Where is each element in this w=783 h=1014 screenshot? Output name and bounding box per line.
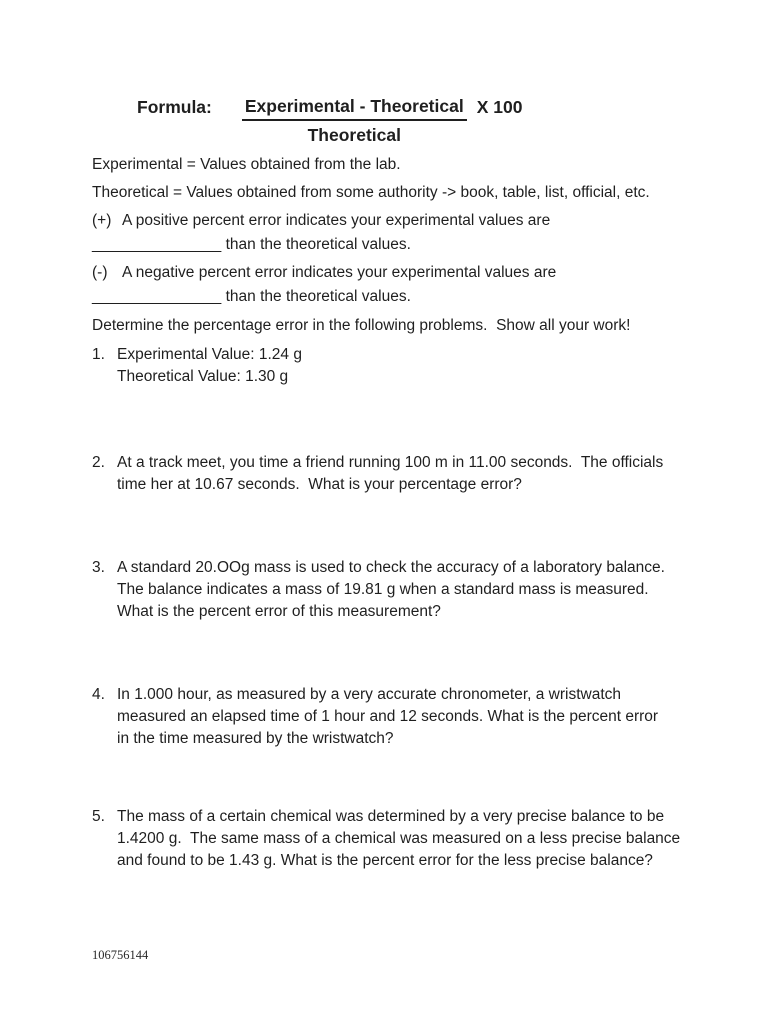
problem-line: The balance indicates a mass of 19.81 g when a standard mass is measured. xyxy=(117,581,649,598)
problem-line: Theoretical Value: 1.30 g xyxy=(117,368,289,385)
problem-number: 4. xyxy=(92,686,105,703)
positive-error-note xyxy=(92,210,725,256)
negative-note-text: A negative percent error indicates your experimental values are xyxy=(122,264,557,281)
problem-number: 3. xyxy=(92,559,105,576)
problem-number: 1. xyxy=(92,346,105,363)
problem-5 xyxy=(92,806,725,872)
problem-line: At a track meet, you time a friend running 100 m in 11.00 seconds. The officials xyxy=(117,454,664,471)
problem-number: 2. xyxy=(92,454,105,471)
formula-multiplier: X 100 xyxy=(476,97,523,117)
negative-note-blank-line: _______________ than the theoretical values. xyxy=(92,288,411,305)
document-id: 106756144 xyxy=(92,948,149,962)
positive-note-text: A positive percent error indicates your experimental values are xyxy=(122,212,551,229)
problem-number: 5. xyxy=(92,808,105,825)
definition-experimental: Experimental = Values obtained from the lab. xyxy=(92,156,401,173)
formula-denominator: Theoretical xyxy=(307,125,401,145)
problem-line: A standard 20.OOg mass is used to check the accuracy of a laboratory balance. xyxy=(117,559,665,576)
formula-title xyxy=(137,95,725,147)
definition-theoretical: Theoretical = Values obtained from some authority -> book, table, list, official, etc. xyxy=(92,184,650,201)
problem-line: time her at 10.67 seconds. What is your percentage error? xyxy=(117,476,522,493)
formula-numerator: Experimental - Theoretical xyxy=(242,95,467,121)
positive-sign: (+) xyxy=(92,212,112,229)
negative-sign: (-) xyxy=(92,264,108,281)
formula-fraction xyxy=(242,95,467,147)
problem-line: and found to be 1.43 g. What is the percent error for the less precise balance? xyxy=(117,852,653,869)
problem-line: in the time measured by the wristwatch? xyxy=(117,730,394,747)
problem-line: What is the percent error of this measurement? xyxy=(117,603,441,620)
problem-4 xyxy=(92,684,725,750)
problem-3 xyxy=(92,557,725,623)
problem-2 xyxy=(92,452,725,496)
negative-error-note xyxy=(92,262,725,308)
problem-line: 1.4200 g. The same mass of a chemical was measured on a less precise balance xyxy=(117,830,681,847)
formula-label: Formula: xyxy=(137,97,212,117)
positive-note-blank-line: _______________ than the theoretical values. xyxy=(92,236,411,253)
problem-1 xyxy=(92,344,725,388)
instruction-text: Determine the percentage error in the following problems. Show all your work! xyxy=(92,317,631,334)
problem-line: The mass of a certain chemical was determined by a very precise balance to be xyxy=(117,808,665,825)
problem-line: In 1.000 hour, as measured by a very accurate chronometer, a wristwatch xyxy=(117,686,622,703)
problem-line: measured an elapsed time of 1 hour and 12 seconds. What is the percent error xyxy=(117,708,659,725)
problem-line: Experimental Value: 1.24 g xyxy=(117,346,302,363)
